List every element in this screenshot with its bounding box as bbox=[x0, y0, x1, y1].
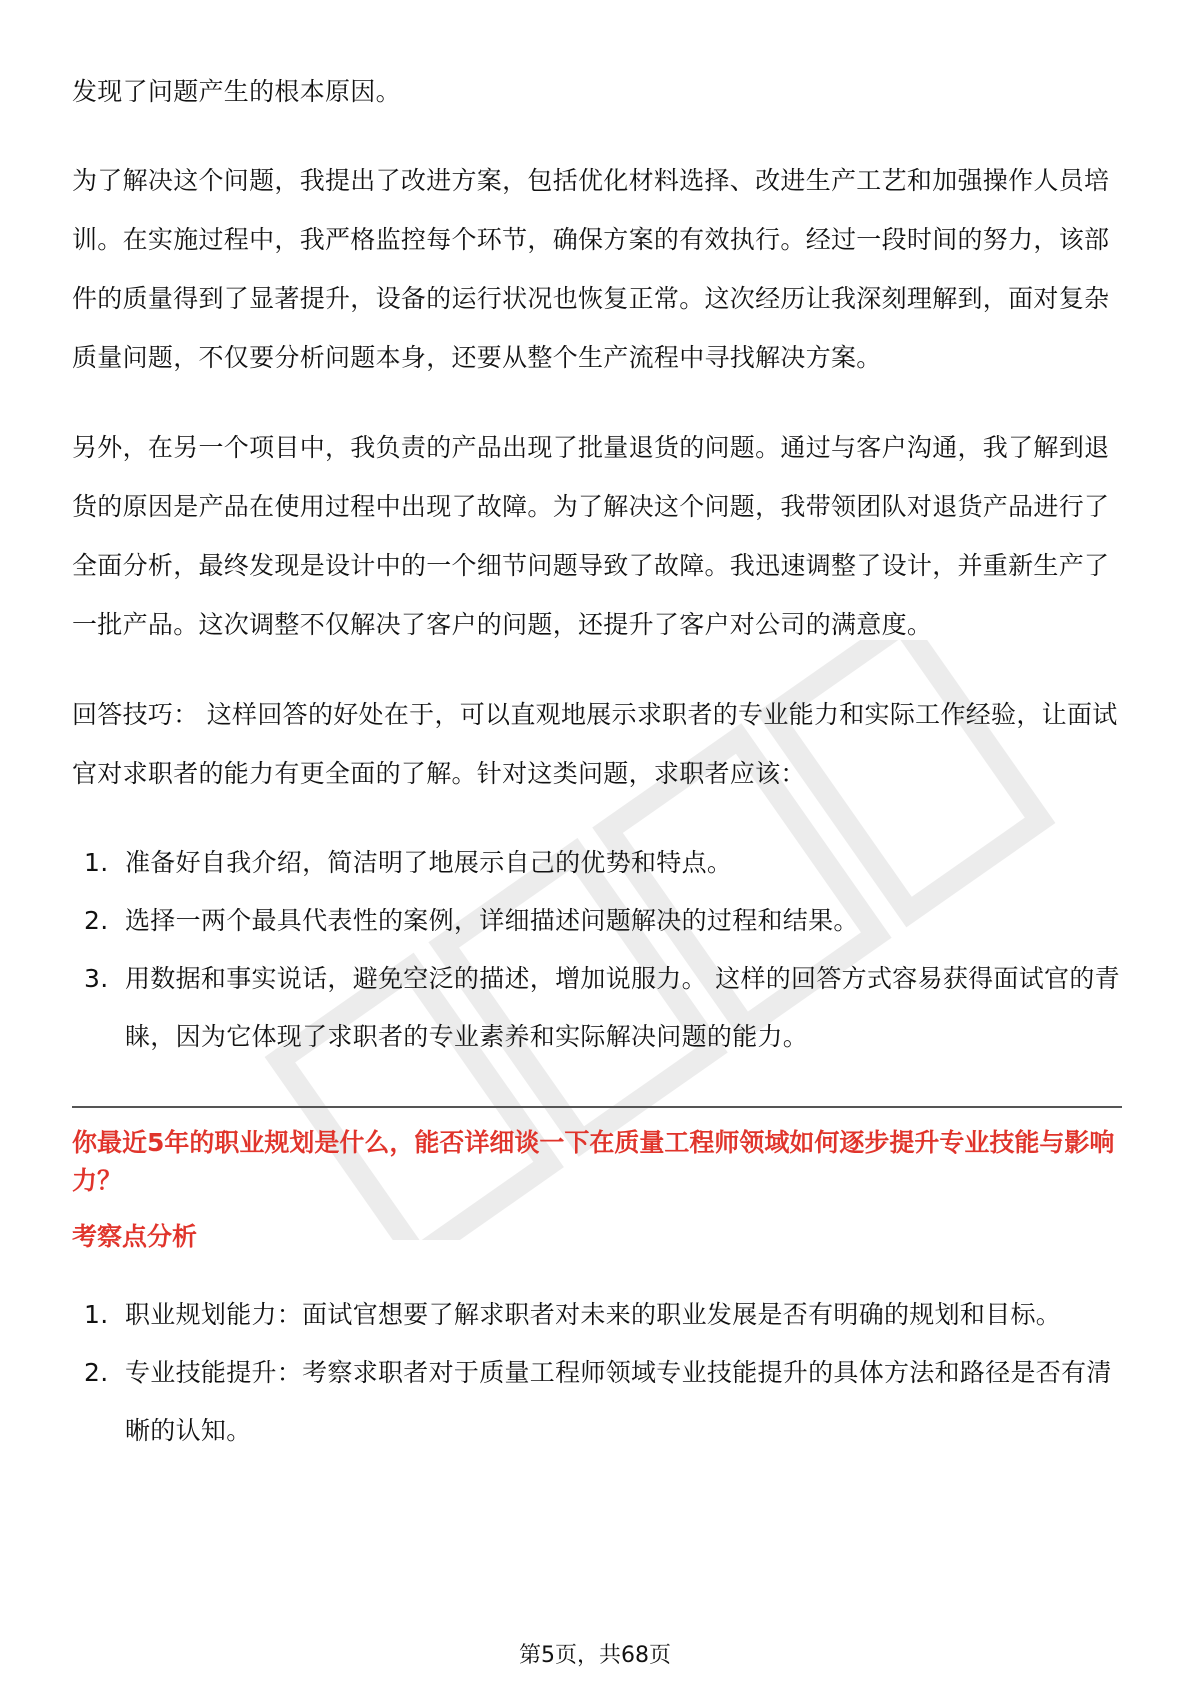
list-item-text: 职业规划能力：面试官想要了解求职者对未来的职业发展是否有明确的规划和目标。 bbox=[125, 1300, 1062, 1329]
analysis-list bbox=[72, 1286, 1122, 1460]
tips-list bbox=[72, 834, 1122, 1066]
list-item-number: 1. bbox=[84, 1300, 109, 1329]
list-item-text: 准备好自我介绍，简洁明了地展示自己的优势和特点。 bbox=[125, 848, 733, 877]
list-item bbox=[72, 950, 1122, 1066]
section-divider bbox=[72, 1106, 1122, 1108]
list-item-text: 专业技能提升：考察求职者对于质量工程师领域专业技能提升的具体方法和路径是否有清晰的认知。 bbox=[125, 1358, 1112, 1445]
question-heading: 你最近5年的职业规划是什么，能否详细谈一下在质量工程师领域如何逐步提升专业技能与影响力？ bbox=[72, 1128, 1115, 1195]
analysis-heading: 考察点分析 bbox=[72, 1222, 198, 1251]
list-item-number: 2. bbox=[84, 1358, 109, 1387]
page-number-footer: 第5页，共68页 bbox=[519, 1643, 671, 1668]
list-item bbox=[72, 1286, 1122, 1344]
list-item bbox=[72, 892, 1122, 950]
paragraph-answer-tips: 回答技巧： 这样回答的好处在于，可以直观地展示求职者的专业能力和实际工作经验，让面试官对求职者的能力有更全面的了解。针对这类问题，求职者应该： bbox=[72, 700, 1118, 788]
list-item-number: 2. bbox=[84, 906, 109, 935]
list-item bbox=[72, 1344, 1122, 1460]
list-item bbox=[72, 834, 1122, 892]
list-item-text: 用数据和事实说话，避免空泛的描述，增加说服力。 这样的回答方式容易获得面试官的青睐，因为它体现了求职者的专业素养和实际解决问题的能力。 bbox=[125, 964, 1120, 1051]
list-item-number: 3. bbox=[84, 964, 109, 993]
list-item-text: 选择一两个最具代表性的案例，详细描述问题解决的过程和结果。 bbox=[125, 906, 859, 935]
main-content bbox=[72, 62, 1122, 1460]
list-item-number: 1. bbox=[84, 848, 109, 877]
paragraph-improvement: 为了解决这个问题，我提出了改进方案，包括优化材料选择、改进生产工艺和加强操作人员培训。在实施过程中，我严格监控每个环节，确保方案的有效执行。经过一段时间的努力，该部件的质量得到了显著提升，设备的运行状况也恢复正常。这次经历让我深刻理解到，面对复杂质量问题，不仅要分析问题本身，还要从整个生产流程中寻找解决方案。 bbox=[72, 166, 1110, 372]
paragraph-intro-tail: 发现了问题产生的根本原因。 bbox=[72, 77, 401, 106]
paragraph-return-issue: 另外，在另一个项目中，我负责的产品出现了批量退货的问题。通过与客户沟通，我了解到退货的原因是产品在使用过程中出现了故障。为了解决这个问题，我带领团队对退货产品进行了全面分析，最终发现是设计中的一个细节问题导致了故障。我迅速调整了设计，并重新生产了一批产品。这次调整不仅解决了客户的问题，还提升了客户对公司的满意度。 bbox=[72, 433, 1110, 639]
